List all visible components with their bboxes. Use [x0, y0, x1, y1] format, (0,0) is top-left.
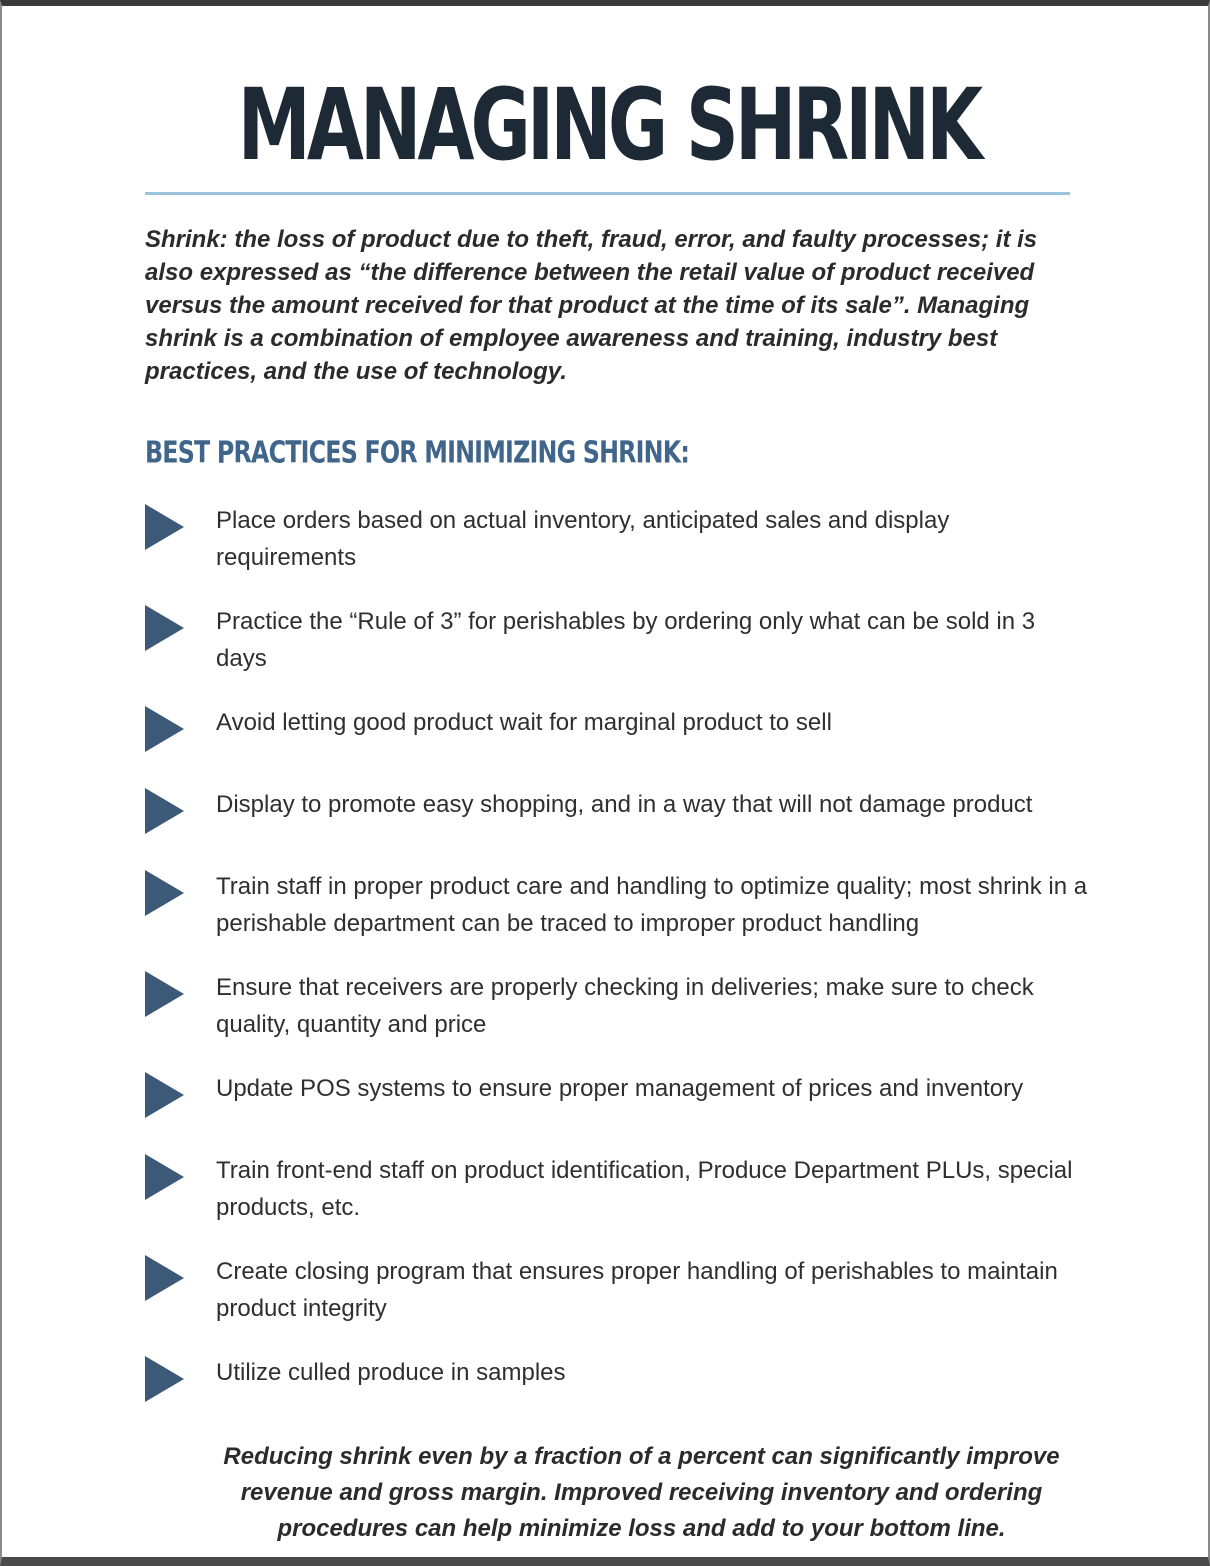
triangle-bullet-icon	[145, 971, 184, 1017]
list-item	[145, 868, 1090, 942]
closing-paragraph: Reducing shrink even by a fraction of a percent can significantly improve revenue and gross margin. Improved receiving inventory and ordering procedures can help minimize loss and add to your bottom line.	[223, 1443, 1060, 1542]
triangle-bullet-icon	[145, 1154, 184, 1200]
list-item	[145, 1253, 1090, 1327]
section-heading: BEST PRACTICES FOR MINIMIZING SHRINK:	[145, 434, 690, 470]
list-item-text: Display to promote easy shopping, and in a way that will not damage product	[216, 791, 1033, 818]
triangle-bullet-icon	[145, 870, 184, 916]
page-title: MANAGING SHRINK	[237, 67, 980, 183]
list-item-text: Avoid letting good product wait for marginal product to sell	[216, 709, 832, 736]
triangle-bullet-icon	[145, 1255, 184, 1301]
title-divider-rule	[145, 192, 1070, 195]
list-item-text: Ensure that receivers are properly checking in deliveries; make sure to check quality, quantity and price	[216, 974, 1034, 1038]
title-block	[145, 67, 1070, 183]
list-item-text: Create closing program that ensures proper handling of perishables to maintain product integrity	[216, 1258, 1058, 1322]
list-item	[145, 704, 1090, 759]
list-item	[145, 1152, 1090, 1226]
triangle-bullet-icon	[145, 1072, 184, 1118]
best-practices-list	[145, 502, 1090, 1409]
list-item-text: Train staff in proper product care and handling to optimize quality; most shrink in a perishable department can be traced to improper product handling	[216, 873, 1088, 937]
intro-paragraph: Shrink: the loss of product due to theft, fraud, error, and faulty processes; it is also expressed as “the difference between the retail value of product received versus the amount received for that product at the time of its sale”. Managing shrink is a combination of employee awareness and training, industry best practices, and the use of technology.	[145, 226, 1038, 385]
list-item-text: Update POS systems to ensure proper management of prices and inventory	[216, 1075, 1024, 1102]
triangle-bullet-icon	[145, 504, 184, 550]
list-item	[145, 502, 1090, 576]
triangle-bullet-icon	[145, 788, 184, 834]
list-item	[145, 603, 1090, 677]
list-item-text: Practice the “Rule of 3” for perishables by ordering only what can be sold in 3 days	[216, 608, 1036, 672]
triangle-bullet-icon	[145, 605, 184, 651]
list-item	[145, 969, 1090, 1043]
page-content	[2, 6, 1208, 1547]
list-item-text: Utilize culled produce in samples	[216, 1359, 566, 1386]
list-item	[145, 1070, 1090, 1125]
list-item	[145, 1354, 1090, 1409]
triangle-bullet-icon	[145, 706, 184, 752]
list-item-text: Place orders based on actual inventory, anticipated sales and display requirements	[216, 507, 950, 571]
list-item	[145, 786, 1090, 841]
list-item-text: Train front-end staff on product identification, Produce Department PLUs, special products, etc.	[216, 1157, 1073, 1221]
triangle-bullet-icon	[145, 1356, 184, 1402]
